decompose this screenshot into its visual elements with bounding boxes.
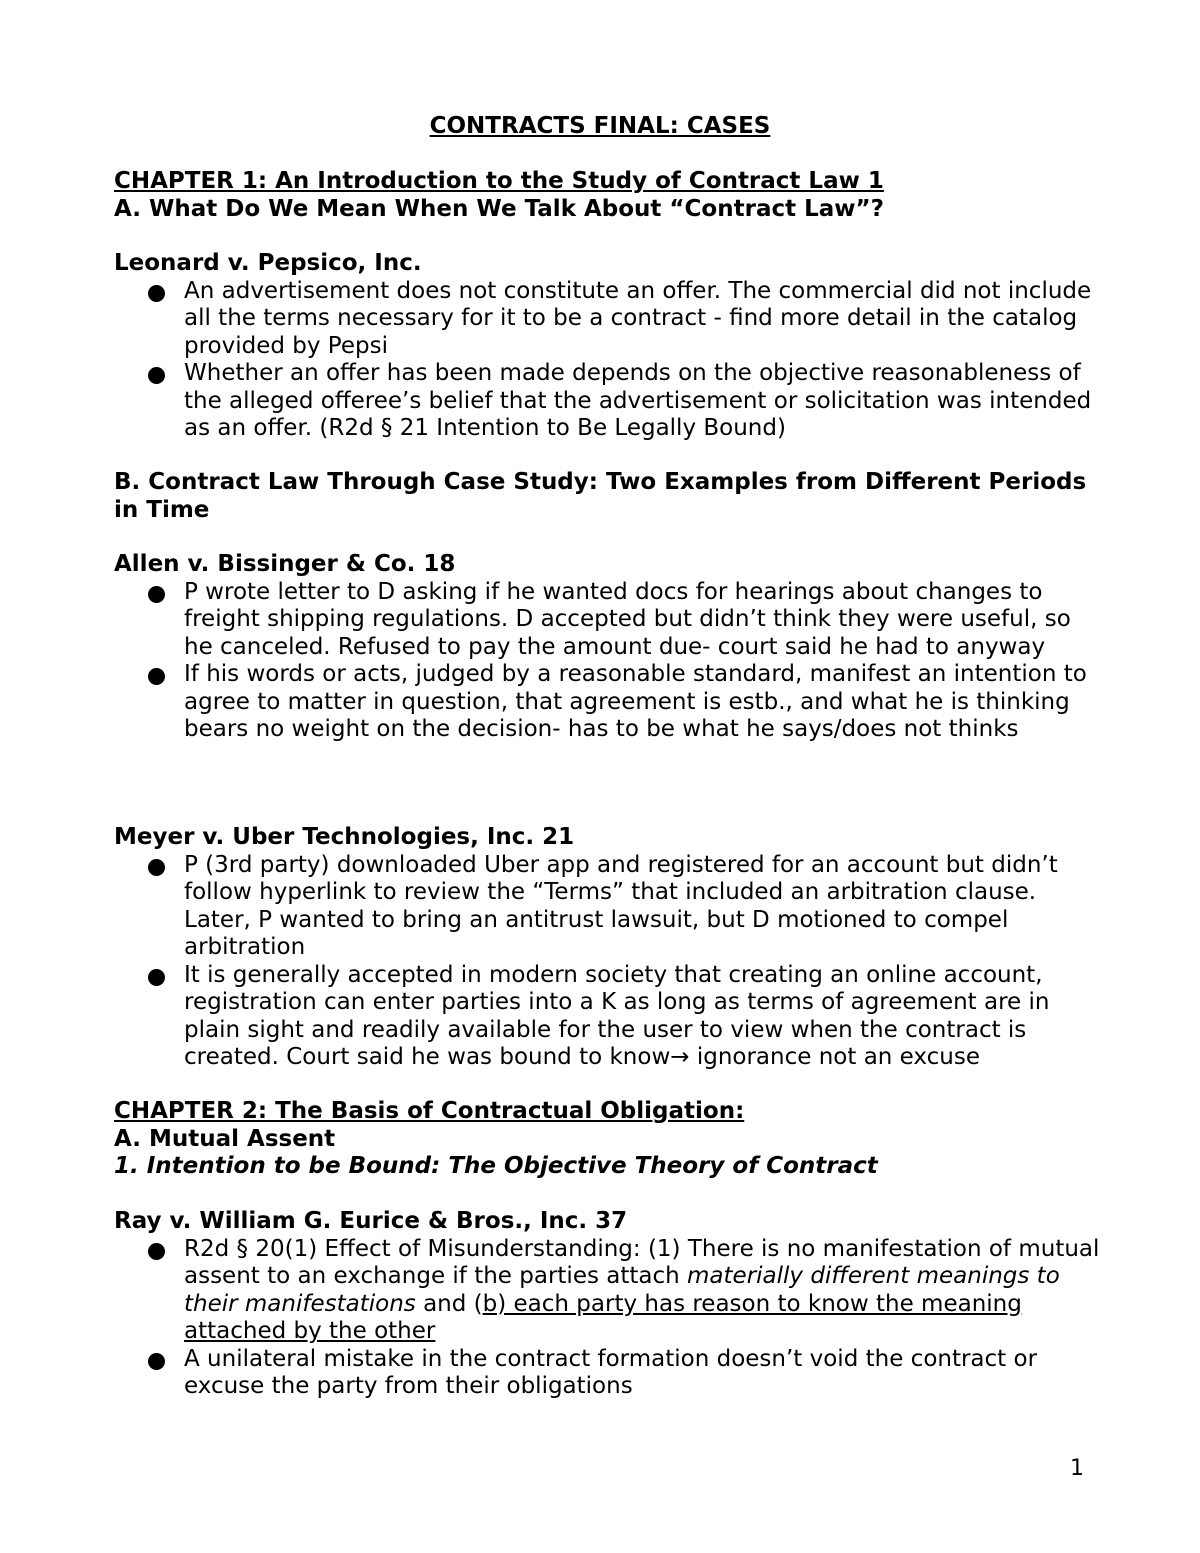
page-number: 1 — [1070, 1456, 1084, 1481]
bullet-icon — [148, 1353, 165, 1370]
bullet-text: A unilateral mistake in the contract formation doesn’t void the contract or excuse the party from their obligations — [184, 1345, 1038, 1399]
bullet-item — [114, 1236, 1104, 1346]
chapter-2-subsection-1: 1. Intention to be Bound: The Objective Theory of Contract — [114, 1153, 878, 1179]
case-bullets — [114, 852, 1104, 1072]
bullet-text: P wrote letter to D asking if he wanted docs for hearings about changes to freight shipping regulations. D accepted but didn’t think they were useful, so he canceled. Refused to pay the amount due- court said he had to anyway — [184, 578, 1071, 660]
case-bullets — [114, 1236, 1104, 1401]
case-bullets — [114, 278, 1104, 443]
bullet-item — [114, 852, 1104, 962]
case-allen — [114, 551, 1104, 744]
bullet-text-underlined: b) each party has reason to know the meaning attached by the other — [184, 1290, 1022, 1344]
bullet-text-plain: R2d § 20(1) Effect of Misunderstanding: (1) There is no manifestation of mutual assent to an exchange if the parties attach — [184, 1235, 1100, 1289]
case-ray — [114, 1208, 1104, 1401]
bullet-text: If his words or acts, judged by a reasonable standard, manifest an intention to agree to matter in question, that agreement is estb., and what he is thinking bears no weight on the decision- has to be what he says/does not thinks — [184, 661, 1087, 742]
bullet-icon — [148, 668, 165, 685]
document-title: CONTRACTS FINAL: CASES — [429, 113, 771, 139]
chapter-2-heading — [114, 1098, 1104, 1181]
case-name: Ray v. William G. Eurice & Bros., Inc. 37 — [114, 1208, 628, 1234]
chapter-1-heading — [114, 168, 1104, 223]
bullet-icon — [148, 285, 165, 302]
bullet-item — [114, 278, 1104, 361]
case-name: Allen v. Bissinger & Co. 18 — [114, 551, 456, 577]
bullet-text-middle: and ( — [415, 1290, 483, 1317]
case-bullets — [114, 579, 1104, 744]
bullet-item — [114, 579, 1104, 662]
bullet-text — [184, 1236, 1099, 1345]
chapter-2-section-a: A. Mutual Assent — [114, 1125, 336, 1152]
chapter-1-section-b: B. Contract Law Through Case Study: Two Examples from Different Periods in Time — [114, 469, 1087, 523]
bullet-item — [114, 661, 1104, 744]
case-name: Leonard v. Pepsico, Inc. — [114, 250, 422, 276]
bullet-icon — [148, 969, 165, 986]
bullet-icon — [148, 859, 165, 876]
chapter-1-heading-text: CHAPTER 1: An Introduction to the Study of Contract Law 1 — [114, 168, 884, 194]
bullet-text: It is generally accepted in modern society that creating an online account, registration can enter parties into a K as long as terms of agreement are in plain sight and readily available for the user to view when the contract is created. Court said he was bound to know→ ignorance not an excuse — [184, 961, 1050, 1070]
chapter-2-heading-text: CHAPTER 2: The Basis of Contractual Obligation: — [114, 1098, 745, 1124]
chapter-1-section-a: A. What Do We Mean When We Talk About “Contract Law”? — [114, 195, 884, 222]
case-leonard — [114, 250, 1104, 443]
bullet-text: An advertisement does not constitute an offer. The commercial did not include all the terms necessary for it to be a contract - find more detail in the catalog provided by Pepsi — [184, 277, 1092, 359]
bullet-icon — [148, 586, 165, 603]
bullet-icon — [148, 1243, 165, 1260]
case-name: Meyer v. Uber Technologies, Inc. 21 — [114, 824, 575, 850]
bullet-icon — [148, 367, 165, 384]
bullet-text-italic: materially different meanings to their manifestations — [184, 1263, 1060, 1317]
bullet-text: P (3rd party) downloaded Uber app and registered for an account but didn’t follow hyperlink to review the “Terms” that included an arbitration clause. Later, P wanted to bring an antitrust lawsuit, but D motioned to compel arbitration — [184, 851, 1058, 960]
bullet-text: Whether an offer has been made depends on the objective reasonableness of the alleged offeree’s belief that the advertisement or solicitation was intended as an offer. (R2d § 21 Intention to Be Legally Bound) — [184, 360, 1092, 441]
bullet-item — [114, 360, 1104, 443]
case-meyer — [114, 824, 1104, 1072]
bullet-item — [114, 962, 1104, 1072]
bullet-item — [114, 1346, 1104, 1401]
